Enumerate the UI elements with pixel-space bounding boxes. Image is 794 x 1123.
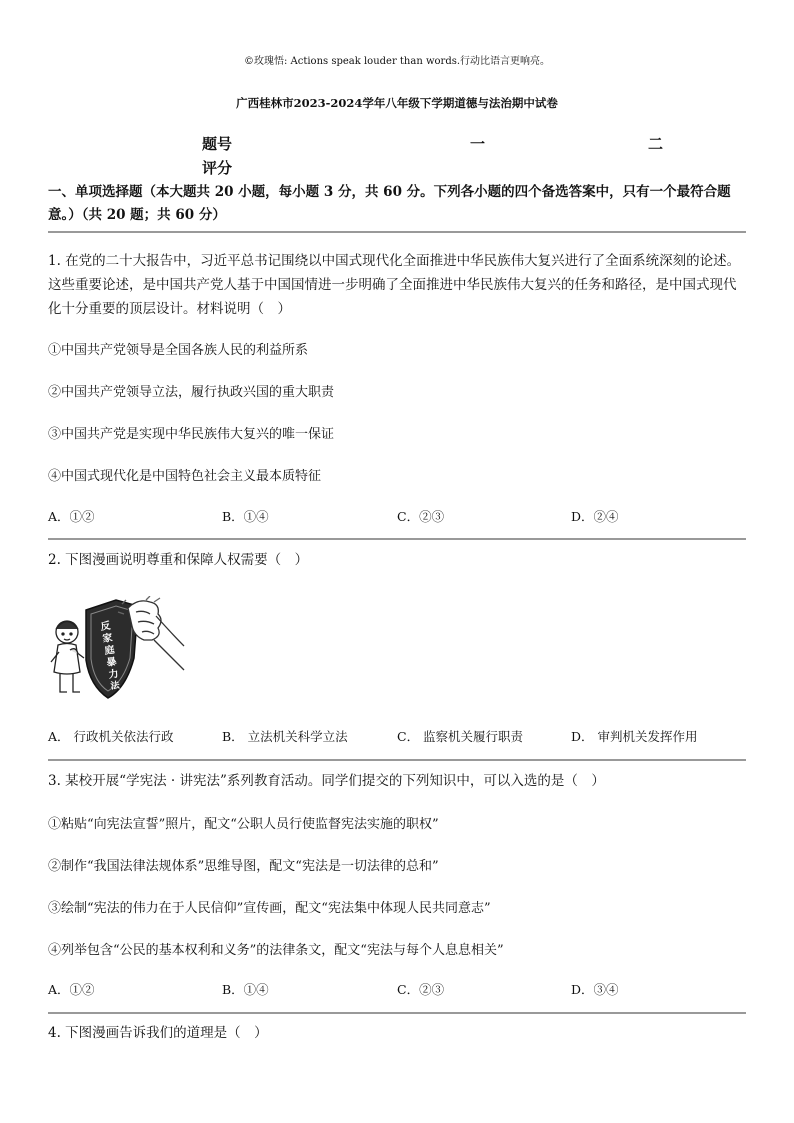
question-1-statement-1: ①中国共产党领导是全国各族人民的利益所系 [48, 343, 309, 358]
question-1-stem: 1. 在党的二十大报告中，习近平总书记围绕以中国式现代化全面推进中华民族伟大复兴进行了全面系统深刻的论述。这些重要论述，是中国共产党人基于中国国情进一步明确了全面推进中华民族伟大复兴的任务和路径，是中国式现代化十分重要的顶层设计。材料说明（ ） [48, 253, 741, 317]
question-3-statement-3: ③绘制“宪法的伟力在于人民信仰”宣传画，配文“宪法集中体现人民共同意志” [48, 901, 491, 916]
question-1-statement-4: ④中国式现代化是中国特色社会主义最本质特征 [48, 469, 322, 484]
page-motto: ©玫瑰悟: Actions speak louder than words.行动比语言更响亮。 [243, 56, 551, 67]
question-2-choices [48, 727, 746, 745]
divider [48, 538, 746, 540]
svg-text:庭: 庭 [103, 644, 116, 657]
question-3-choice-b[interactable]: B．①④ [222, 982, 269, 997]
question-1-statement-2: ②中国共产党领导立法，履行执政兴国的重大职责 [48, 385, 335, 400]
question-1-choice-c[interactable]: C．②③ [397, 509, 445, 524]
svg-text:法: 法 [110, 680, 121, 692]
score-table-header-label: 题号 [202, 135, 233, 153]
score-table-col-1: 一 [470, 135, 486, 153]
question-3-choice-c[interactable]: C．②③ [397, 982, 445, 997]
divider [48, 1012, 746, 1014]
question-2-cartoon [46, 596, 186, 700]
svg-text:力: 力 [107, 668, 120, 681]
question-2-stem: 2. 下图漫画说明尊重和保障人权需要（ ） [48, 552, 309, 568]
question-3-choices [48, 980, 746, 998]
question-2-choice-d[interactable]: D． 审判机关发挥作用 [571, 729, 698, 744]
question-4-stem: 4. 下图漫画告诉我们的道理是（ ） [48, 1025, 268, 1041]
score-table [0, 133, 794, 177]
question-2-choice-b[interactable]: B． 立法机关科学立法 [222, 729, 348, 744]
question-1-choices [48, 507, 746, 525]
svg-text:暴: 暴 [105, 656, 118, 669]
score-table-col-2: 二 [648, 135, 664, 153]
question-3-choice-a[interactable]: A．①② [48, 982, 95, 997]
question-1-choice-a[interactable]: A．①② [48, 509, 95, 524]
question-3-statement-1: ①粘贴“向宪法宣誓”照片，配文“公职人员行使监督宪法实施的职权” [48, 817, 439, 832]
divider [48, 231, 746, 233]
question-3-choice-d[interactable]: D．③④ [571, 982, 619, 997]
question-1-statement-3: ③中国共产党是实现中华民族伟大复兴的唯一保证 [48, 427, 335, 442]
question-2-choice-a[interactable]: A． 行政机关依法行政 [48, 729, 174, 744]
score-table-score-label: 评分 [202, 159, 233, 177]
question-3-statement-4: ④列举包含“公民的基本权利和义务”的法律条文，配文“宪法与每个人息息相关” [48, 943, 504, 958]
svg-text:反: 反 [99, 620, 112, 633]
question-3-stem: 3. 某校开展“学宪法 · 讲宪法”系列教育活动。同学们提交的下列知识中，可以入选的是（ ） [48, 773, 605, 789]
child-figure [51, 621, 84, 692]
question-1-choice-b[interactable]: B．①④ [222, 509, 269, 524]
question-2-choice-c[interactable]: C． 监察机关履行职责 [397, 729, 524, 744]
question-3-statement-2: ②制作“我国法律法规体系”思维导图，配文“宪法是一切法律的总和” [48, 859, 439, 874]
svg-text:家: 家 [101, 632, 114, 645]
document-title: 广西桂林市2023-2024学年八年级下学期道德与法治期中试卷 [236, 96, 558, 110]
divider [48, 759, 746, 761]
question-1-choice-d[interactable]: D．②④ [571, 509, 619, 524]
section-heading: 一、单项选择题（本大题共 20 小题，每小题 3 分，共 60 分。下列各小题的四个备选答案中，只有一个最符合题意。）（共 20 题；共 60 分） [48, 184, 731, 223]
